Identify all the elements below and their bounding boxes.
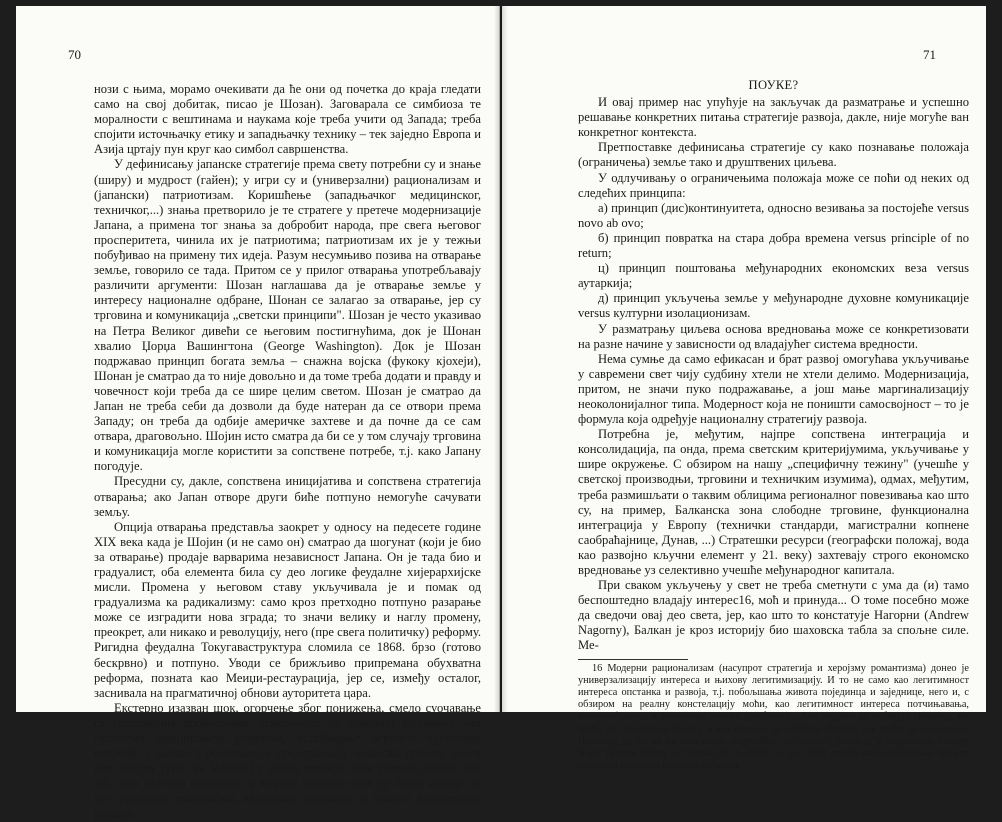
- section-heading: ПОУКЕ?: [748, 78, 799, 92]
- paragraph: У разматрању циљева основа вредновања може се конкретизовати на разне начине у зависности од владајућег система вредности.: [578, 321, 969, 351]
- footnote: 16 Модерни рационализам (насупрот стратегија и херојзму романтизма) донео је универзализацију интереса и њихову легитимизацију. И то не само као легитимност интереса опстанка и развоја, т.ј. побољшања живота појединца и заједнице, него и, с обзиром на реалну констелацију моћи, као легитимност интереса потчињавања, искоришћавања и уништења других (слабијих). „Ако видимо да побеђује Немачка, ми треба да помогнемо Русију, а ако видимо да побеђује Русија, ми треба да помогнемо Немачку, да би их се што више међусобно поубијало", рекао је у америчком Сенату Хари Труман (Harry S. Truman; U. S. Week, 5. јул 1941) дајући парадигматичан пример схватања интереса великих моћника.: [578, 662, 969, 772]
- paragraph: Нема сумње да само ефикасан и брат развој омогућава укључивање у савремени свет чију судбину хтели не хтели делимо. Модернизација, притом, не значи пуко подражавање, а још мање маргинализацију неоколонијалног типа. Модерност која не поништи самосвојност – то је формула која одређује националну стратегију развоја.: [578, 351, 969, 427]
- paragraph: Екстерно изазван шок, огорчење због понижења, смело суочавање са сопственим проблемима, усмереност на темељно решавање тих проблема иницирањем реформи, ослобађање огромне креативне енергије у њиховој реализацији представљају школски пример онога што Ростоу (Walt W. Rostow) у својој теорији фаза развоја назива take off. Тим узлетом отпочеле су крупне промене које су Јапан изведе на пут успешног економског, културног, државног и општег друштвеног развоја.: [94, 700, 481, 821]
- paragraph: Претпоставке дефинисања стратегије су како познавање положаја (ограничења) земље тако и друштвених циљева.: [578, 140, 969, 170]
- principle-item: д) принцип укључења земље у међународне духовне комуникације versus културни изолационизам.: [578, 291, 969, 321]
- paragraph: нози с њима, морамо очекивати да ће они од почетка до краја гледати само на свој добитак, писао је Шозан). Заговарала се симбиоза те моралности с вештинама и наукама које треба учити од Запада; треба спојити источњачку етику и западњачку технику – тек заједно Европа и Азија цртају пун круг као симбол савршенства.: [94, 82, 481, 157]
- paragraph: И овај пример нас упућује на закључак да разматрање и успешно решавање конкретних питања стратегије развоја, дакле, није могуће ван конкретног контекста.: [578, 95, 969, 140]
- paragraph: Потребна је, међутим, најпре сопствена интеграција и консолидација, па онда, према светским критеријумима, укључивање у шире окружење. С обзиром на нашу „специфичну тежину" (учешће у светској производњи, трговини и техничким изумима), одмах, међутим, треба размишљати о таквим облицима регионалног повезивања као што су, на пример, Балканска зона слободне трговине, функционална интеграција у Европу (технички стандарди, магистрални копнене саобраћајнице, Дунав, ...) Стратешки ресурси (географски положај, вода као развојно кључни елемент у 21. веку) захтевају строго економско вредновање уз селективно учешће међународног капитала.: [578, 427, 969, 577]
- left-page-body: [94, 82, 481, 822]
- principle-item: а) принцип (дис)континуитета, односно везивања за постојеће versus novo ab ovo;: [578, 200, 969, 230]
- paragraph: При сваком укључењу у свет не треба сметнути с ума да (и) тамо беспоштедно владају интерес16, моћ и принуда... О томе посебно може да сведочи овај део света, јер, као што то констатује Нагорни (Andrew Nagorny), Балкан је кроз историју био шаховска табла за спољне силе. Ме-: [578, 578, 969, 653]
- right-page: [502, 6, 986, 772]
- paragraph: У одлучивању о ограничењима положаја може се поћи од неких од следећих принципа:: [578, 170, 969, 200]
- paragraph: У дефинисању јапанске стратегије према свету потребни су и знање (ширу) и мудрост (гайен); у игри су и (универзални) рационализам и (јапански) патриотизам. Коришћење (западњачког медицинског, техничког,...) знања претворило је те стратеге у претече модернизације Јапана, а примена тог знања за добробит народа, пре свега његовог просперитета, чинила их је патриотима; патриотизам их је у тежњи побуђивао на примену тих идеја. Разум несумњиво позива на отварање земље, говорило се тада. Притом се у прилог отварања употребљавају различити аргументи: Шозан наглашава да је отварање земље у интересу националне одбране, Шонан се залагао за отварање, јер су трговина и комуникација „светски принципи". Шозан је често указивао на Петра Великог дивећи се његовим постигнућима, док је Шонан хвалио Џорџа Вашингтона (George Washington). Док је Шозан подржавао принцип богата земља – снажна војска (фукоку кјохеји), Шонан је сматрао да то није довољно и да томе треба додати и правду и човечност који треба да се шире целим светом. Шозан је сматрао да Јапан не треба себи да дозволи да буде натеран да се отвори према Западу; он треба да одбије америчке захтеве и да почне да се сам отвара, драговољно. Шојин исто сматра да би се у том случају трговина и комуникација могле користити за сопствене потребе, т.ј. како Јапану погодује.: [94, 157, 481, 474]
- left-page-number: 70: [68, 47, 81, 62]
- right-page-body: [578, 78, 969, 772]
- paragraph: Пресудни су, дакле, сопствена иницијатива и сопствена стратегија отварања; ако Јапан отворе други биће потпуно немогуће сачувати земљу.: [94, 474, 481, 519]
- left-page: [16, 6, 500, 821]
- paragraph: Опција отварања представља заокрет у односу на педесете године XIX века када је Шојин (и не само он) сматрао да шогунат (који је био за отварање) продаје варварима независност Јапана. Он је тада био и градуалист, оба елемента била су део логике феудалне хијерархијске мисли. Промена у његовом ставу укључивала је и помак од градуализма ка радикализму: само кроз претходно потпуно разарање може се изградити нова зграда; то значи велику и наглу промену, преокрет, али никако и револуцију, него (пре свега политичку) реформу. Ригидна феудална Токугаваструктура сломила се 1868. брзо (готово бескрвно) и потпуно. Уводи се брижљиво припремана обухватна реформа, позната као Меиџи-рестаурација, јер се, између осталог, заснивала на прагматичној обнови ауторитета цара.: [94, 519, 481, 700]
- right-page-number: 71: [923, 47, 936, 62]
- footnote-divider: [578, 659, 688, 660]
- principle-item: б) принцип повратка на стара добра времена versus principle of no return;: [578, 230, 969, 261]
- principle-item: ц) принцип поштовања међународних економских веза versus аутаркија;: [578, 261, 969, 291]
